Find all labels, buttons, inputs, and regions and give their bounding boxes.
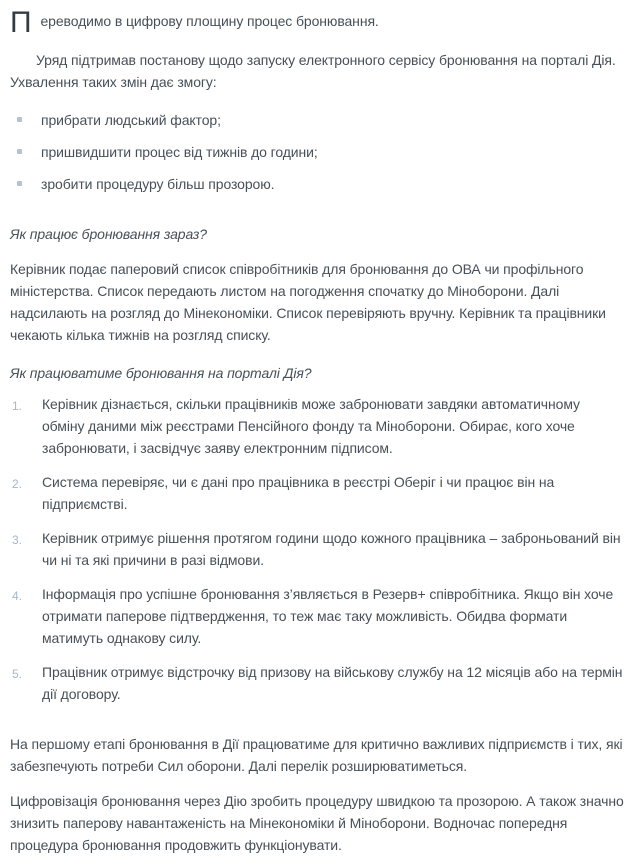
step-number: 3.	[12, 533, 23, 547]
closing-paragraph: На першому етапі бронювання в Дії працюватиме для критично важливих підприємств і тих, які забезпечують потреби Сил оборони. Далі перелік розширюватиметься.	[10, 736, 623, 774]
bullet-text: пришвидшити процес від тижнів до години;	[41, 144, 318, 160]
current-process-paragraph: Керівник подає паперовий список співробітників для бронювання до ОВА чи профільного міністерства. Список передають листом на погодження спочатку до Міноборони. Далі надсилають на розгляд до Мінекономіки. Список перевіряють вручну. Керівник та працівники чекають кілька тижнів на розгляд списку.	[10, 261, 606, 343]
step-text: Інформація про успішне бронювання з’являється в Резерв+ співробітника. Якщо він хоче отримати паперове підтвердження, то теж має таку можливість. Обидва формати матимуть однакову силу.	[42, 586, 614, 646]
steps-list	[10, 393, 625, 705]
bullet-text: зробити процедуру більш прозорою.	[41, 176, 275, 192]
step-item	[10, 527, 625, 571]
step-number: 5.	[12, 667, 23, 681]
benefits-list	[10, 109, 625, 195]
step-item	[10, 393, 625, 459]
list-item	[10, 141, 625, 163]
bullet-icon	[17, 181, 22, 186]
bullet-text: прибрати людський фактор;	[41, 112, 221, 128]
list-item	[10, 173, 625, 195]
step-number: 2.	[12, 477, 23, 491]
lead-paragraph	[10, 6, 625, 39]
bullet-icon	[17, 117, 22, 122]
step-number: 1.	[12, 399, 23, 413]
intro-paragraph: Уряд підтримав постанову щодо запуску електронного сервісу бронювання на порталі Дія. Ухвалення таких змін дає змогу:	[10, 52, 616, 90]
step-text: Керівник отримує рішення протягом години щодо кожного працівника – заброньований він чи ні та які причини в разі відмови.	[42, 530, 621, 568]
section-heading-future-process: Як працюватиме бронювання на порталі Дія?	[10, 365, 312, 381]
step-text: Керівник дізнається, скільки працівників може забронювати завдяки автоматичному обміну даними між реєстрами Пенсійного фонду та Міноборони. Обирає, кого хоче забронювати, і засвідчує заяву електронним підписом.	[42, 396, 580, 456]
closing-paragraph: Цифровізація бронювання через Дію зробить процедуру швидкою та прозорою. А також значно знизить паперову навантаженість на Мінекономіки й Міноборони. Водночас попередня процедура бронювання продовжить функціонувати.	[10, 793, 624, 853]
step-text: Працівник отримує відстрочку від призову на військову службу на 12 місяців або на термін дії договору.	[42, 664, 623, 702]
list-item	[10, 109, 625, 131]
step-item	[10, 583, 625, 649]
dropcap-letter: П	[10, 6, 32, 39]
bullet-icon	[17, 149, 22, 154]
step-item	[10, 471, 625, 515]
lead-text: ереводимо в цифрову площину процес бронювання.	[40, 13, 379, 29]
step-text: Система перевіряє, чи є дані про працівника в реєстрі Оберіг і чи працює він на підприємстві.	[42, 474, 555, 512]
section-heading-current-process: Як працює бронювання зараз?	[10, 226, 207, 242]
step-item	[10, 661, 625, 705]
step-number: 4.	[12, 589, 23, 603]
